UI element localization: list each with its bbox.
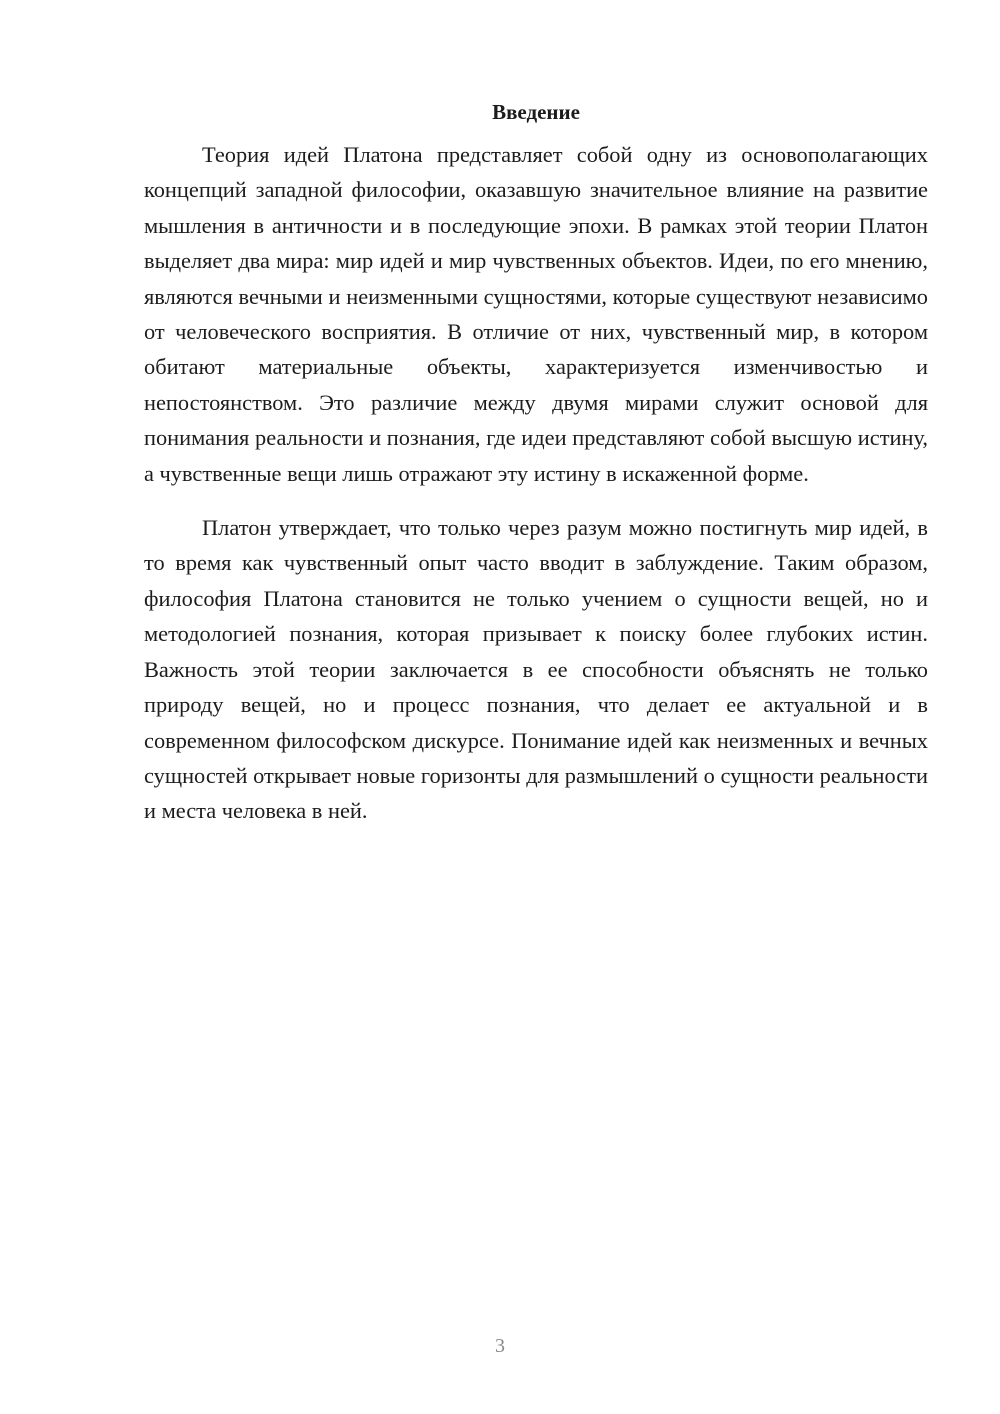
section-heading: Введение <box>492 100 580 124</box>
page-number: 3 <box>495 1335 505 1357</box>
page-content <box>144 96 928 829</box>
paragraph-2: Платон утверждает, что только через разум можно постигнуть мир идей, в то время как чувственный опыт часто вводит в заблуждение. Таким образом, философия Платона становится не только учением о сущности вещей, но и методологией познания, которая призывает к поиску более глубоких истин. Важность этой теории заключается в ее способности объяснять не только природу вещей, но и процесс познания, что делает ее актуальной и в современном философском дискурсе. Понимание идей как неизменных и вечных сущностей открывает новые горизонты для размышлений о сущности реальности и места человека в ней. <box>144 515 928 824</box>
paragraph-1: Теория идей Платона представляет собой одну из основополагающих концепций западной философии, оказавшую значительное влияние на развитие мышления в античности и в последующие эпохи. В рамках этой теории Платон выделяет два мира: мир идей и мир чувственных объектов. Идеи, по его мнению, являются вечными и неизменными сущностями, которые существуют независимо от человеческого восприятия. В отличие от них, чувственный мир, в котором обитают материальные объекты, характеризуется изменчивостью и непостоянством. Это различие между двумя мирами служит основой для понимания реальности и познания, где идеи представляют собой высшую истину, а чувственные вещи лишь отражают эту истину в искаженной форме. <box>144 142 928 486</box>
